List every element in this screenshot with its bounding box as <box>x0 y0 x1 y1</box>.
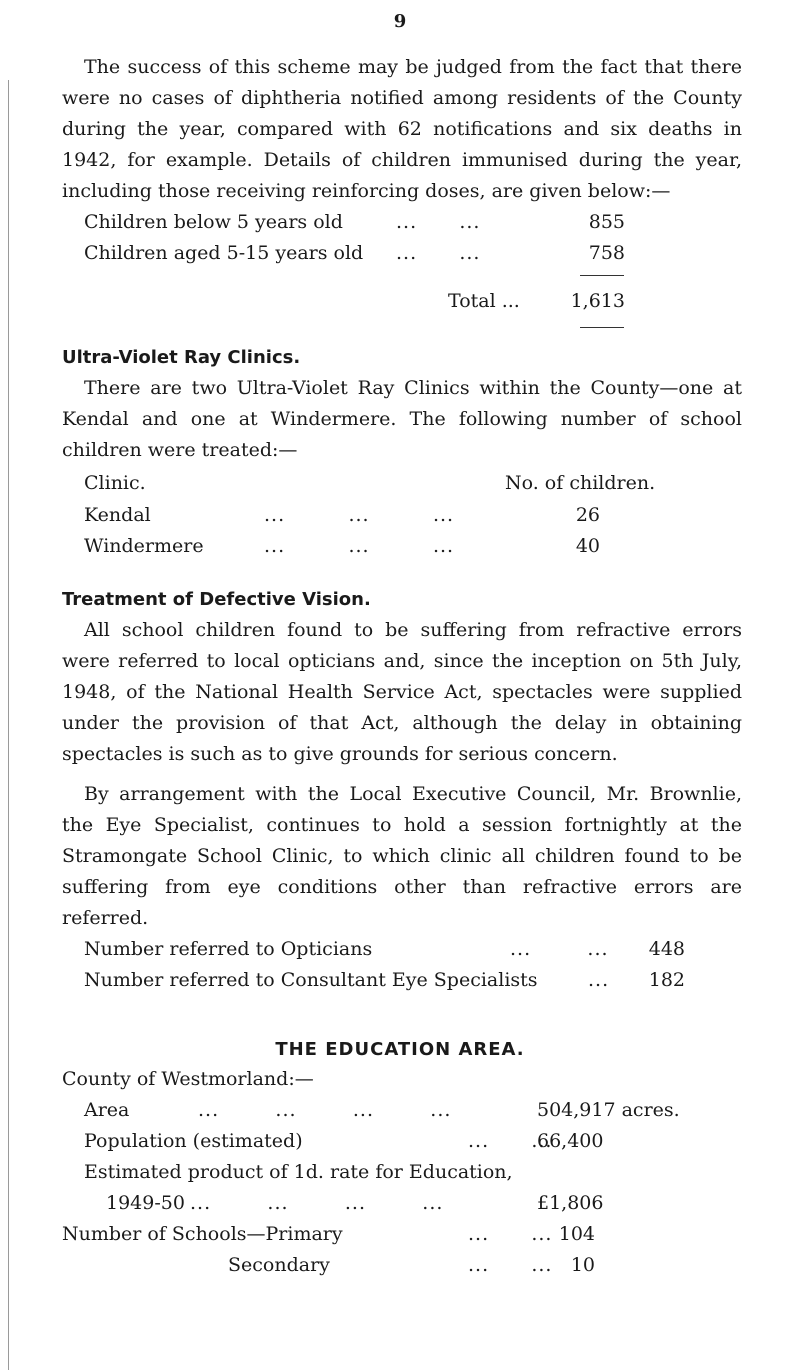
referral-row-label: Number referred to Consultant Eye Specialists <box>84 969 538 991</box>
leader-dots: ... ... <box>468 1254 553 1276</box>
immunised-row-label: Children aged 5-15 years old <box>84 242 364 264</box>
referral-row-value: 448 <box>648 938 685 960</box>
leader-dots: ... ... <box>468 1223 553 1245</box>
clinic-name: Kendal <box>84 504 151 526</box>
leader-dots: ... ... <box>396 211 481 233</box>
leader-dots: ... ... ... ... <box>190 1192 444 1214</box>
clinic-column-header: Clinic. <box>84 472 146 494</box>
clinic-children-count: 26 <box>575 504 600 526</box>
leader-dots: ... <box>588 969 610 991</box>
total-rule-top <box>580 275 624 276</box>
immunised-row-label: Children below 5 years old <box>84 211 343 233</box>
leader-dots: ... ... ... ... <box>198 1099 452 1121</box>
clinic-children-count: 40 <box>575 535 600 557</box>
product-label: Estimated product of 1d. rate for Education, <box>84 1161 513 1183</box>
area-label: Area <box>84 1099 130 1121</box>
clinic-name: Windermere <box>84 535 204 557</box>
leader-dots: ... ... <box>510 938 609 960</box>
total-value: 1,613 <box>570 290 625 312</box>
secondary-label: Secondary <box>228 1254 330 1276</box>
vision-heading: Treatment of Defective Vision. <box>62 589 371 610</box>
population-label: Population (estimated) <box>84 1130 303 1152</box>
page-number: 9 <box>393 11 407 32</box>
uv-clinics-paragraph: There are two Ultra-Violet Ray Clinics within the County—one at Kendal and one at Windermere. The following number of school children were treated:— <box>62 377 742 461</box>
children-column-header: No. of children. <box>505 472 656 494</box>
population-value: 66,400 <box>537 1130 604 1152</box>
product-year: 1949-50 <box>106 1192 185 1214</box>
immunised-row-value: 758 <box>588 242 625 264</box>
uv-clinics-heading: Ultra-Violet Ray Clinics. <box>62 347 301 368</box>
schools-label: Number of Schools—Primary <box>62 1223 343 1245</box>
primary-schools-value: 104 <box>558 1223 595 1245</box>
area-value: 504,917 acres. <box>537 1099 680 1121</box>
leader-dots: ... ... <box>396 242 481 264</box>
total-label-text: Total <box>448 290 496 312</box>
binding-edge-line <box>8 80 9 1370</box>
leader-dots: ... ... <box>468 1130 553 1152</box>
immunised-row-value: 855 <box>588 211 625 233</box>
leader-dots: ... ... ... <box>264 504 455 526</box>
education-area-heading: THE EDUCATION AREA. <box>275 1039 525 1060</box>
intro-paragraph: The success of this scheme may be judged from the fact that there were no cases of diphtheria notified among residents of the County during the year, compared with 62 notifications and six deaths in 1942, for example. Details of children immunised during the year, including those receiving reinforcing doses, are given below:— <box>62 56 742 202</box>
county-label: County of Westmorland:— <box>62 1068 314 1090</box>
vision-paragraph-2: By arrangement with the Local Executive Council, Mr. Brownlie, the Eye Specialist, continues to hold a session fortnightly at the Stramongate School Clinic, to which clinic all children found to be suffering from eye conditions other than refractive errors are referred. <box>62 783 742 929</box>
referral-row-label: Number referred to Opticians <box>84 938 373 960</box>
vision-paragraph-1: All school children found to be suffering from refractive errors were referred to local opticians and, since the inception on 5th July, 1948, of the National Health Service Act, spectacles were supplied under the provision of that Act, although the delay in obtaining spectacles is such as to give grounds for serious concern. <box>62 619 742 765</box>
total-label: Total ... <box>448 290 520 312</box>
total-rule-bottom <box>580 327 624 328</box>
leader-dots: ... ... ... <box>264 535 455 557</box>
secondary-schools-value: 10 <box>570 1254 595 1276</box>
referral-row-value: 182 <box>648 969 685 991</box>
product-value: £1,806 <box>537 1192 604 1214</box>
